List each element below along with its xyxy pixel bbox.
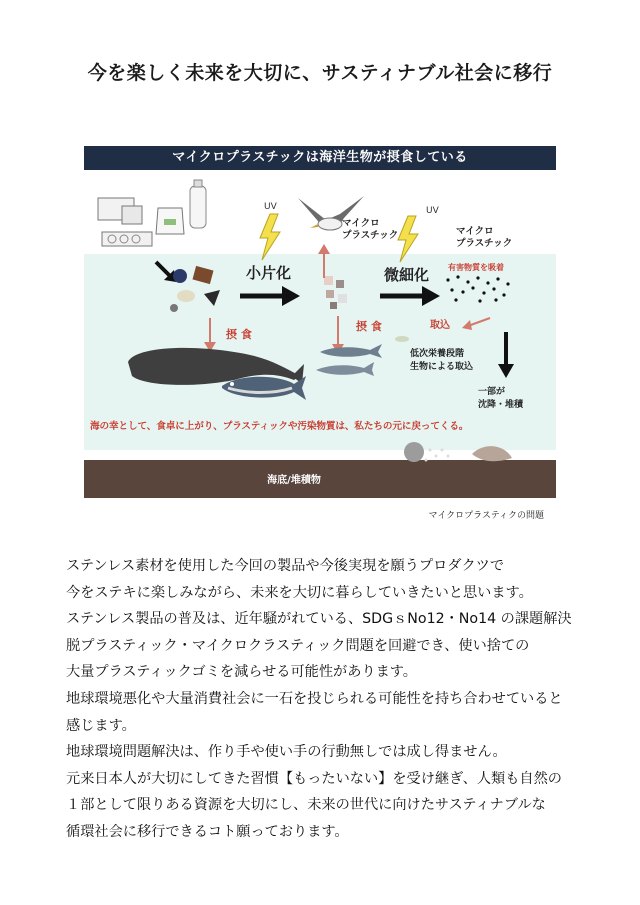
uptake-label: 取込 <box>430 320 450 331</box>
ingestion-label-2: 摂 食 <box>356 320 382 333</box>
body-text <box>66 553 596 846</box>
page-title: 今を楽しく未来を大切に、サスティナブル社会に移行 <box>87 62 553 84</box>
body-line: 感じます。 <box>66 717 136 734</box>
plankton-icon <box>394 334 410 344</box>
right-arrow-icon <box>240 286 300 306</box>
harmful-substance-label: 有害物質を吸着 <box>448 263 504 272</box>
uptake-arrow-icon <box>462 314 492 332</box>
micro-plastic-line: マイクロ <box>342 218 380 229</box>
seabed-label: 海底/堆積物 <box>267 475 321 486</box>
micro-plastic-line: プラスチック <box>456 238 513 249</box>
micro-plastic-label-2 <box>456 226 512 250</box>
low-trophic-label <box>410 348 473 374</box>
micro-plastic-label-1 <box>342 218 398 242</box>
micro-plastic-line: マイクロ <box>456 226 494 237</box>
body-line: １部として限りある資源を大切にし、未来の世代に向けたサスティナブルな <box>66 797 546 814</box>
body-line: 脱プラスティック・マイクロクラスティック問題を回避でき、使い捨ての <box>66 637 530 654</box>
fragments-icon <box>170 264 230 320</box>
body-line: 地球環境問題解決は、作り手や使い手の行動無しでは成し得ません。 <box>66 744 507 761</box>
diagram-header: マイクロプラスチックは海洋生物が摂食している <box>84 146 556 170</box>
body-line: ステンレス素材を使用した今回の製品や今後実現を願うプロダクツで <box>66 558 505 574</box>
partial-sinking-line: 沈降・堆積 <box>478 400 524 410</box>
body-line: ステンレス製品の普及は、近年騒がれている、SDGｓNo12・No14 の課題解決 <box>66 611 572 628</box>
body-line: 地球環境悪化や大量消費社会に一石を投じられる可能性を持ち合わせていると <box>66 690 563 707</box>
fragments-icon <box>320 274 354 314</box>
small-fragment-label: 小片化 <box>246 264 292 282</box>
uv-label-2: UV <box>426 206 439 216</box>
ingestion-label-1: 摂 食 <box>226 328 252 341</box>
seabed-creatures-icon <box>400 440 520 476</box>
small-fish-icon <box>316 342 386 382</box>
low-trophic-line: 生物による取込 <box>410 362 474 372</box>
right-arrow-icon <box>380 286 440 306</box>
sinking-arrow-icon <box>496 332 516 380</box>
microparticles-icon <box>444 274 514 304</box>
uv-label-1: UV <box>264 202 277 212</box>
body-line: 大量プラスティックゴミを減らせる可能性があります。 <box>66 664 417 681</box>
micro-plastic-line: プラスチック <box>342 230 399 241</box>
fine-fragment-label: 微細化 <box>384 266 430 284</box>
tuna-icon <box>218 372 308 402</box>
sea-message: 海の幸として、食卓に上がり、プラスティックや汚染物質は、私たちの元に戻ってくる。 <box>90 421 469 432</box>
plastic-waste-icon <box>98 186 218 261</box>
figure-caption: マイクロプラスティクの問題 <box>428 511 544 521</box>
uv-lightning-icon <box>396 216 420 262</box>
uv-lightning-icon <box>258 214 282 260</box>
low-trophic-line: 低次栄養段階 <box>410 349 465 359</box>
partial-sinking-label <box>478 386 523 412</box>
partial-sinking-line: 一部が <box>478 387 506 397</box>
body-line: 今をステキに楽しみながら、未来を大切に暮らしていきたいと思います。 <box>66 584 533 601</box>
ingestion-arrow-icon <box>316 244 332 278</box>
body-line: 元来日本人が大切にしてきた習慣【もったいない】を受け継ぎ、人類も自然の <box>66 770 562 787</box>
microplastic-diagram <box>84 146 556 498</box>
body-line: 循環社会に移行できるコト願っております。 <box>66 823 349 840</box>
